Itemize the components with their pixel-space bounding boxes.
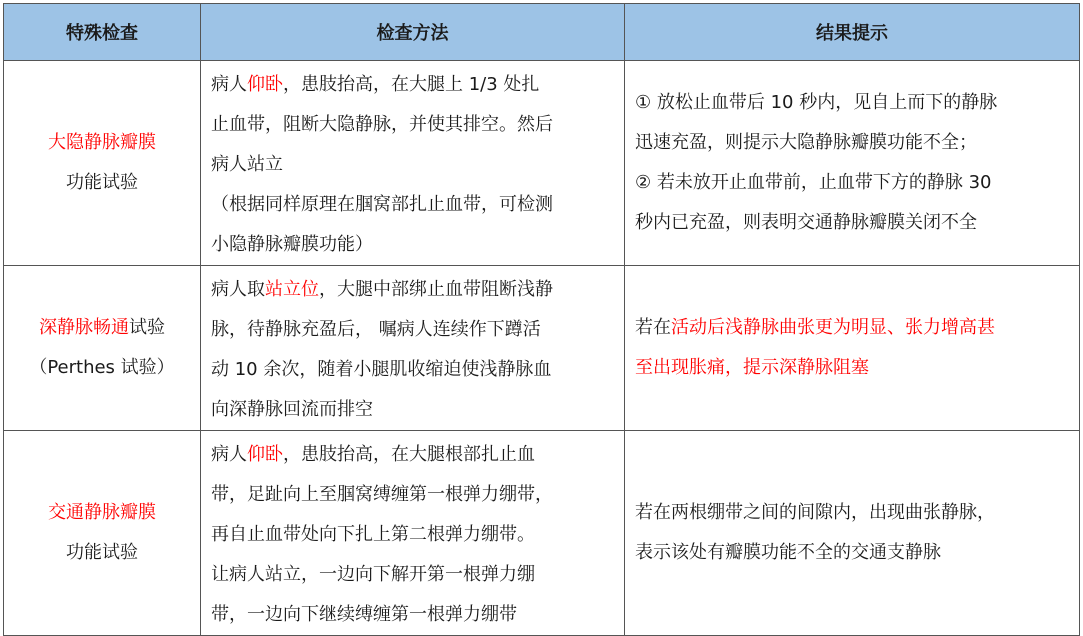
result-highlight: 活动后浅静脉曲张更为明显、张力增高甚	[671, 317, 995, 338]
method-line: 脉，待静脉充盈后， 嘱病人连续作下蹲活	[211, 319, 541, 340]
result-cell	[625, 266, 1080, 431]
method-line: （根据同样原理在腘窝部扎止血带，可检测	[211, 194, 553, 215]
exam-name-cell	[4, 431, 201, 636]
exam-name-red: 大隐静脉瓣膜	[48, 132, 156, 153]
method-line: 止血带，阻断大隐静脉，并使其排空。然后	[211, 114, 553, 135]
result-line: 若在两根绷带之间的间隙内，出现曲张静脉，	[635, 502, 995, 523]
method-line: 向深静脉回流而排空	[211, 399, 373, 420]
exam-method-cell	[201, 431, 625, 636]
result-line: 表示该处有瓣膜功能不全的交通支静脉	[635, 542, 941, 563]
result-text: 若在	[635, 317, 671, 338]
method-line: 带，足趾向上至腘窝缚缠第一根弹力绷带，	[211, 484, 553, 505]
method-line: 再自止血带处向下扎上第二根弹力绷带。	[211, 524, 535, 545]
method-line: 让病人站立，一边向下解开第一根弹力绷	[211, 564, 535, 585]
method-text: ，患肢抬高，在大腿根部扎止血	[283, 444, 535, 465]
method-highlight: 站立位	[265, 279, 319, 300]
table-row	[4, 61, 1080, 266]
method-line: 带，一边向下继续缚缠第一根弹力绷带	[211, 604, 517, 625]
exam-name-red: 交通静脉瓣膜	[48, 502, 156, 523]
result-cell	[625, 61, 1080, 266]
result-highlight: 至出现胀痛，提示深静脉阻塞	[635, 357, 869, 378]
result-line: ② 若未放开止血带前，止血带下方的静脉 30	[635, 172, 992, 193]
result-line: ① 放松止血带后 10 秒内，见自上而下的静脉	[635, 92, 998, 113]
header-result-hint: 结果提示	[625, 4, 1080, 61]
exam-name-line2: 功能试验	[66, 542, 138, 563]
result-cell	[625, 431, 1080, 636]
exam-name-line2: （Perthes 试验）	[29, 357, 175, 378]
result-line: 秒内已充盈，则表明交通静脉瓣膜关闭不全	[635, 212, 977, 233]
exam-name-red: 深静脉畅通	[39, 317, 129, 338]
header-row	[4, 4, 1080, 61]
method-text: 病人取	[211, 279, 265, 300]
header-special-exam: 特殊检查	[4, 4, 201, 61]
exam-method-cell	[201, 61, 625, 266]
header-exam-method: 检查方法	[201, 4, 625, 61]
method-text: ，患肢抬高，在大腿上 1/3 处扎	[283, 74, 540, 95]
method-highlight: 仰卧	[247, 74, 283, 95]
exam-name-line2: 功能试验	[66, 172, 138, 193]
exam-name-cell	[4, 61, 201, 266]
method-text: ，大腿中部绑止血带阻断浅静	[319, 279, 553, 300]
exam-method-cell	[201, 266, 625, 431]
method-line: 病人站立	[211, 154, 283, 175]
exam-name-rest: 试验	[129, 317, 165, 338]
method-line: 动 10 余次，随着小腿肌收缩迫使浅静脉血	[211, 359, 552, 380]
method-highlight: 仰卧	[247, 444, 283, 465]
table-row	[4, 431, 1080, 636]
special-exam-table	[3, 3, 1080, 636]
exam-name-cell	[4, 266, 201, 431]
method-text: 病人	[211, 444, 247, 465]
method-line: 小隐静脉瓣膜功能）	[211, 234, 373, 255]
method-text: 病人	[211, 74, 247, 95]
result-line: 迅速充盈，则提示大隐静脉瓣膜功能不全；	[635, 132, 977, 153]
table-row	[4, 266, 1080, 431]
